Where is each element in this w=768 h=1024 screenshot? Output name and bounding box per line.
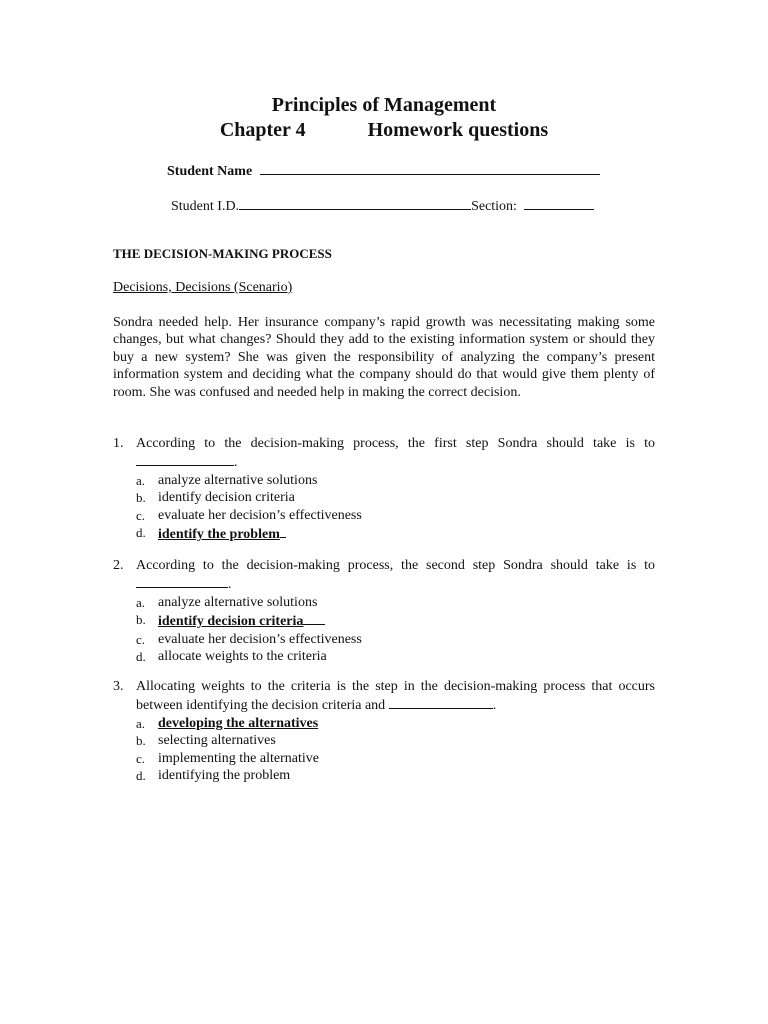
option-text: allocate weights to the criteria	[158, 649, 327, 665]
correct-answer: identify decision criteria	[158, 614, 304, 630]
section-heading: THE DECISION-MAKING PROCESS	[113, 246, 332, 261]
student-name-label: Student Name	[167, 164, 253, 179]
scenario-title: Decisions, Decisions (Scenario)	[113, 280, 293, 295]
section-blank[interactable]	[524, 195, 594, 210]
chapter-label: Chapter 4	[219, 119, 306, 141]
question-number: 1.	[113, 436, 124, 451]
option-letter: b.	[136, 733, 146, 749]
homework-label: Homework questions	[367, 119, 549, 141]
option-list	[113, 594, 655, 666]
option-d[interactable]	[113, 524, 655, 543]
option-letter: c.	[136, 631, 146, 647]
option-letter: d.	[136, 768, 146, 784]
option-a[interactable]	[113, 594, 655, 611]
question-number: 3.	[113, 679, 124, 694]
option-d[interactable]	[113, 767, 655, 784]
option-b[interactable]	[113, 611, 655, 630]
option-letter: a.	[136, 472, 146, 488]
question-2	[113, 557, 655, 665]
answer-underline	[303, 611, 325, 625]
student-id-row	[171, 195, 594, 216]
student-name-blank[interactable]	[260, 160, 600, 175]
student-id-label: Student I.D.	[171, 199, 240, 214]
option-letter: a.	[136, 715, 146, 731]
question-text: According to the decision-making process, the second step Sondra should take is to	[136, 558, 655, 573]
option-text: implementing the alternative	[158, 750, 319, 766]
question-text: According to the decision-making process, the first step Sondra should take is to	[136, 436, 655, 451]
option-text: evaluate her decision’s effectiveness	[158, 507, 362, 523]
option-list	[113, 472, 655, 544]
option-b[interactable]	[113, 489, 655, 506]
question-end: .	[492, 698, 497, 714]
question-1-stem	[113, 435, 655, 472]
option-letter: c.	[136, 507, 146, 523]
option-list	[113, 715, 655, 785]
option-c[interactable]	[113, 750, 655, 767]
option-text: analyze alternative solutions	[158, 472, 318, 488]
option-text: identify decision criteria	[158, 490, 295, 506]
student-id-blank[interactable]	[239, 195, 471, 210]
question-end: .	[228, 577, 232, 593]
question-2-stem	[113, 557, 655, 594]
option-letter: b.	[136, 612, 146, 628]
question-number: 2.	[113, 558, 124, 573]
option-letter: d.	[136, 525, 146, 541]
option-text: selecting alternatives	[158, 733, 276, 749]
answer-blank	[136, 574, 228, 588]
document-subtitle	[0, 118, 768, 142]
answer-underline	[280, 524, 286, 538]
option-a[interactable]	[113, 472, 655, 489]
question-1	[113, 435, 655, 543]
option-letter: b.	[136, 490, 146, 506]
option-text: evaluate her decision’s effectiveness	[158, 631, 362, 647]
question-3	[113, 678, 655, 784]
option-letter: d.	[136, 649, 146, 665]
document-title: Principles of Management	[271, 94, 497, 116]
section-label: Section:	[471, 199, 517, 214]
option-letter: c.	[136, 750, 146, 766]
option-letter: a.	[136, 594, 146, 610]
option-c[interactable]	[113, 631, 655, 648]
question-end: .	[234, 455, 238, 471]
correct-answer: developing the alternatives	[158, 715, 319, 731]
scenario-text: Sondra needed help. Her insurance company’s rapid growth was necessitating making some changes, but what changes? Should they add to the existing information system or should they buy a new system? She was given the responsibility of analyzing the company’s present information system and deciding what the company should do that would give them plenty of room. She was confused and needed help in making the correct decision.	[113, 315, 655, 400]
option-c[interactable]	[113, 507, 655, 524]
answer-blank	[136, 452, 234, 466]
option-text: identifying the problem	[158, 768, 291, 784]
question-text: Allocating weights to the criteria is the step in the decision-making process that occurs between identifying the decision criteria and	[136, 679, 655, 714]
option-d[interactable]	[113, 648, 655, 665]
answer-blank	[389, 695, 493, 709]
question-3-stem	[113, 678, 655, 715]
student-name-row	[167, 160, 600, 181]
correct-answer: identify the problem	[158, 527, 280, 543]
option-a[interactable]	[113, 715, 655, 732]
option-b[interactable]	[113, 732, 655, 749]
option-text: analyze alternative solutions	[158, 594, 318, 610]
